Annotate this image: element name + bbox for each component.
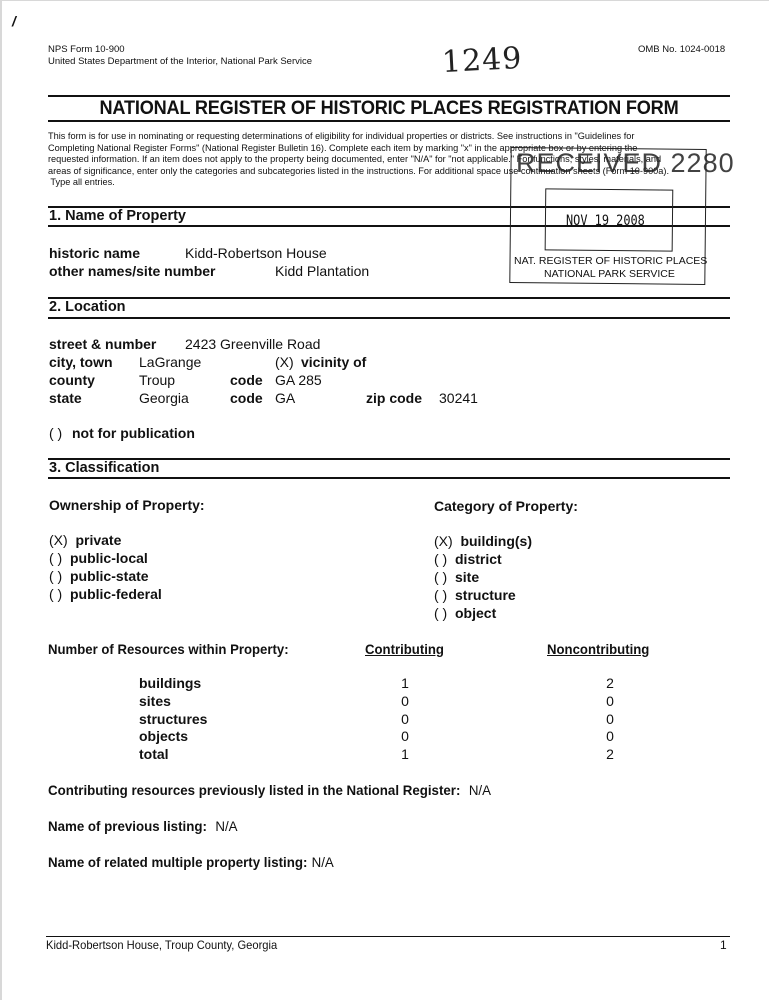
- ownership-option-public-federal[interactable]: [49, 586, 162, 602]
- category-option-district[interactable]: [434, 551, 502, 567]
- option-label: public-state: [70, 568, 149, 584]
- footer-rule: [46, 936, 730, 937]
- table-row: [139, 728, 639, 746]
- previously-listed-field: [48, 782, 491, 800]
- previous-listing-label: Name of previous listing:: [48, 818, 207, 834]
- option-label: private: [75, 532, 122, 548]
- state-value: Georgia: [139, 390, 189, 406]
- zip-label: zip code: [366, 390, 423, 406]
- historic-name-label: historic name: [49, 245, 141, 261]
- row-label: objects: [139, 728, 189, 744]
- previously-listed-label: Contributing resources previously listed in the National Register:: [48, 782, 461, 798]
- agency-name: United States Department of the Interior, National Park Service: [48, 56, 313, 67]
- vicinity-checkbox[interactable]: (X): [275, 354, 294, 370]
- related-listing-label: Name of related multiple property listing:: [48, 854, 308, 870]
- option-checkbox[interactable]: (X): [434, 533, 453, 549]
- option-checkbox[interactable]: ( ): [49, 586, 63, 602]
- other-names-value: Kidd Plantation: [275, 263, 370, 279]
- contributing-count: 1: [401, 675, 409, 691]
- state-label: state: [49, 390, 82, 406]
- county-value: Troup: [139, 372, 176, 388]
- not-for-publication-label: not for publication: [72, 425, 195, 441]
- section3-rule-bottom: [48, 477, 730, 479]
- noncontributing-count: 0: [606, 693, 614, 709]
- option-label: structure: [455, 587, 516, 603]
- not-for-publication-checkbox[interactable]: ( ): [49, 425, 63, 441]
- instructions-line: Type all entries.: [48, 177, 115, 187]
- handwritten-number: 1249: [441, 40, 524, 81]
- contributing-count: 0: [401, 728, 409, 744]
- option-checkbox[interactable]: ( ): [434, 605, 448, 621]
- margin-mark: /: [12, 13, 16, 29]
- footer-text: Kidd-Robertson House, Troup County, Georgia: [46, 938, 278, 952]
- category-option-site[interactable]: [434, 569, 479, 585]
- instructions-line: requested information. If an item does not apply to the property being documented, enter "N/A" for "not applicable." For functions, styles, materials, and: [48, 154, 662, 164]
- category-option-object[interactable]: [434, 605, 496, 621]
- noncontributing-count: 0: [606, 728, 614, 744]
- option-label: site: [455, 569, 480, 585]
- previous-listing-value: N/A: [215, 818, 238, 834]
- noncontributing-count: 0: [606, 711, 614, 727]
- city-label: city, town: [49, 354, 113, 370]
- table-row: [139, 746, 639, 764]
- previous-listing-field: [48, 818, 238, 836]
- row-label: total: [139, 746, 169, 762]
- option-label: building(s): [460, 533, 532, 549]
- ownership-heading: Ownership of Property:: [49, 497, 205, 513]
- option-label: object: [455, 605, 497, 621]
- row-label: buildings: [139, 675, 202, 691]
- category-heading: Category of Property:: [434, 498, 578, 514]
- category-option-structure[interactable]: [434, 587, 516, 603]
- option-checkbox[interactable]: (X): [49, 532, 68, 548]
- instructions-line: Completing National Register Forms" (National Register Bulletin 16). Complete each item by marking "x" in the appropriate box or by entering the: [48, 142, 638, 153]
- table-row: [139, 675, 639, 693]
- historic-name-value: Kidd-Robertson House: [185, 245, 327, 261]
- related-listing-field: [48, 854, 334, 872]
- form-number: NPS Form 10-900: [48, 44, 125, 55]
- ownership-option-public-state[interactable]: [49, 568, 149, 584]
- state-code-label: code: [230, 390, 263, 406]
- contributing-count: 0: [401, 693, 409, 709]
- col-noncontributing-header: Noncontributing: [547, 641, 650, 657]
- row-label: structures: [139, 711, 208, 727]
- option-checkbox[interactable]: ( ): [49, 568, 63, 584]
- other-names-label: other names/site number: [49, 263, 216, 279]
- related-listing-value: N/A: [311, 854, 334, 870]
- page-title: NATIONAL REGISTER OF HISTORIC PLACES REGISTRATION FORM: [99, 97, 679, 119]
- section3-heading: 3. Classification: [49, 460, 160, 476]
- section2-rule-top: [48, 297, 730, 299]
- city-value: LaGrange: [139, 354, 202, 370]
- state-code-value: GA: [275, 390, 296, 406]
- table-row: [139, 693, 639, 711]
- street-label: street & number: [49, 336, 157, 352]
- omb-number: OMB No. 1024-0018: [638, 44, 726, 55]
- noncontributing-count: 2: [606, 675, 614, 691]
- contributing-count: 1: [401, 746, 409, 762]
- option-checkbox[interactable]: ( ): [49, 550, 63, 566]
- noncontributing-count: 2: [606, 746, 614, 762]
- county-label: county: [49, 372, 95, 388]
- category-option-buildings[interactable]: [434, 533, 532, 549]
- option-label: public-local: [70, 550, 148, 566]
- received-stamp-line1: NAT. REGISTER OF HISTORIC PLACES: [514, 255, 708, 267]
- vicinity-label: vicinity of: [301, 354, 367, 370]
- previously-listed-value: N/A: [468, 782, 491, 798]
- option-label: public-federal: [70, 586, 162, 602]
- instructions-line: areas of significance, enter only the categories and subcategories listed in the instructions. For additional space use continuation sheets (Form 10-900a).: [48, 165, 670, 176]
- option-checkbox[interactable]: ( ): [434, 569, 448, 585]
- table-row: [139, 711, 639, 728]
- county-code-label: code: [230, 372, 263, 388]
- zip-value: 30241: [439, 390, 478, 406]
- ownership-option-private[interactable]: [49, 532, 121, 548]
- section1-heading: 1. Name of Property: [49, 208, 186, 224]
- row-label: sites: [139, 693, 171, 709]
- contributing-count: 0: [401, 711, 409, 727]
- county-code-value: GA 285: [275, 372, 322, 388]
- col-contributing-header: Contributing: [365, 641, 444, 657]
- option-checkbox[interactable]: ( ): [434, 551, 448, 567]
- title-rule-bottom: [48, 120, 730, 122]
- page-number: 1: [720, 938, 727, 952]
- street-value: 2423 Greenville Road: [185, 336, 321, 352]
- section2-heading: 2. Location: [49, 299, 126, 315]
- ownership-option-public-local[interactable]: [49, 550, 148, 566]
- resources-table: [139, 675, 639, 764]
- resources-heading: Number of Resources within Property:: [48, 641, 289, 657]
- option-label: district: [455, 551, 502, 567]
- section2-rule-bottom: [48, 317, 730, 319]
- received-stamp-date: NOV 19 2008: [566, 213, 645, 229]
- received-stamp-text: RECEIVED 2280: [516, 148, 735, 178]
- instructions-line: This form is for use in nominating or requesting determinations of eligibility for individual properties or districts. See instructions in "Guidelines for: [48, 131, 635, 141]
- received-stamp-line2: NATIONAL PARK SERVICE: [544, 268, 675, 280]
- option-checkbox[interactable]: ( ): [434, 587, 448, 603]
